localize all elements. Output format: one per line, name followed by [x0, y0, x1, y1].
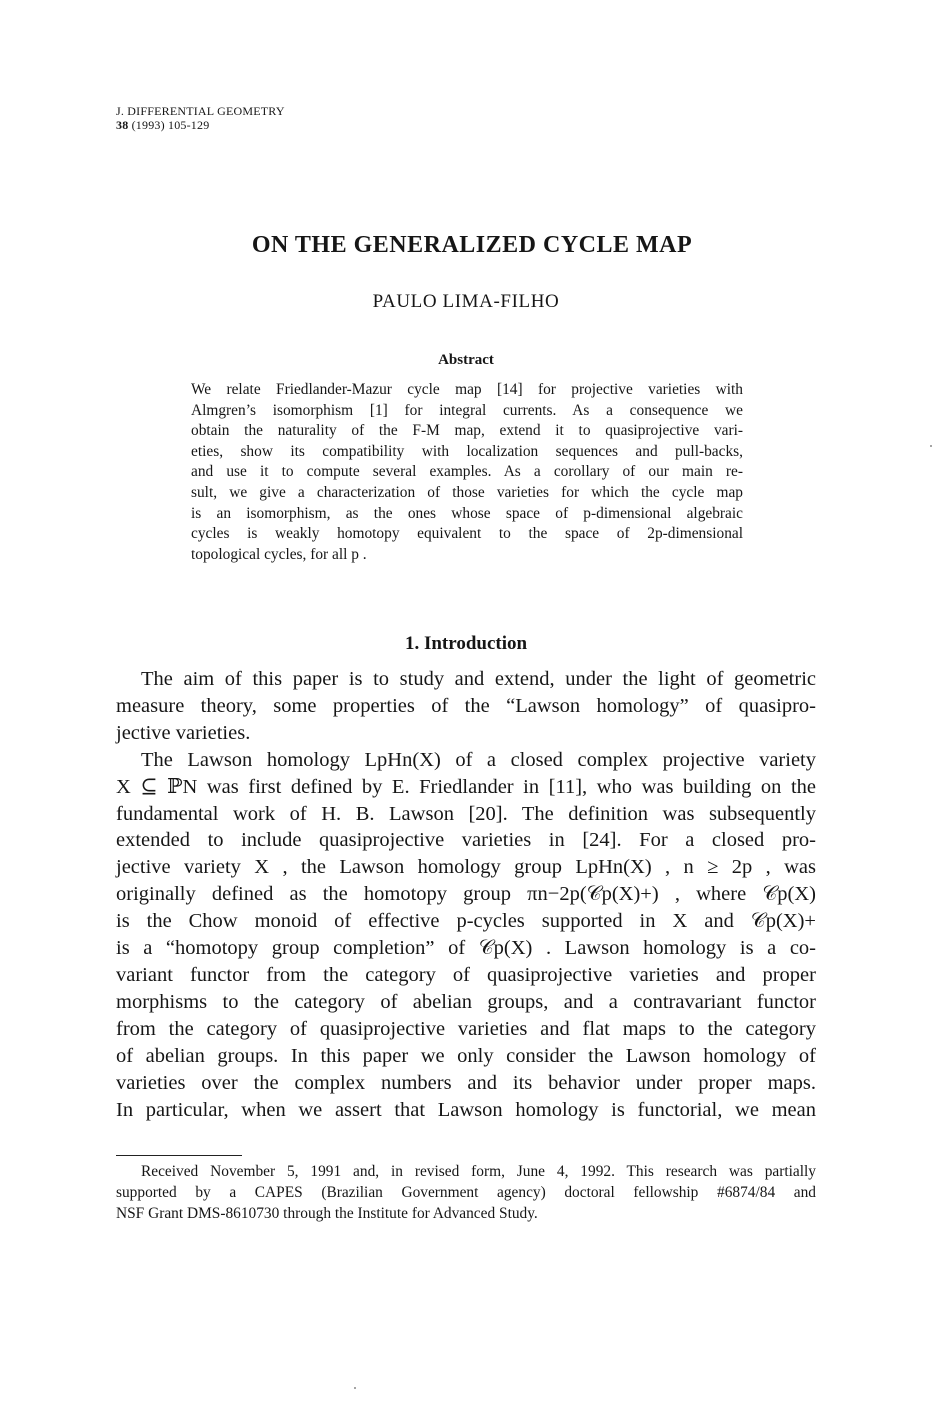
- body-line: The aim of this paper is to study and extend, under the light of geometric: [141, 668, 816, 690]
- body-line: The Lawson homology LpHn(X) of a closed complex projective variety: [141, 748, 816, 771]
- abstract-line: sult, we give a characterization of those varieties for which the cycle map: [191, 483, 743, 501]
- body-line: jective variety X , the Lawson homology group LpHn(X) , n ≥ 2p , was: [116, 856, 816, 879]
- paper-title: ON THE GENERALIZED CYCLE MAP: [251, 232, 693, 258]
- body-line: measure theory, some properties of the “Lawson homology” of quasipro-: [116, 694, 816, 717]
- body-line: originally defined as the homotopy group πn−2p(𝒞p(X)+) , where 𝒞p(X): [116, 883, 816, 906]
- abstract-line: is an isomorphism, as the ones whose space of p-dimensional algebraic: [191, 504, 743, 522]
- abstract-heading: Abstract: [438, 352, 494, 368]
- body-line: from the category of quasiprojective varieties and flat maps to the category: [116, 1017, 816, 1040]
- paper-author: PAULO LIMA-FILHO: [372, 291, 560, 312]
- body-line: In particular, when we assert that Lawson homology is functorial, we mean: [116, 1098, 816, 1121]
- abstract-line: topological cycles, for all p .: [191, 545, 367, 563]
- body-line: is the Chow monoid of effective p-cycles supported in X and 𝒞p(X)+: [116, 910, 816, 933]
- body-line: variant functor from the category of quasiprojective varieties and proper: [116, 963, 816, 986]
- body-line: jective varieties.: [116, 721, 251, 744]
- body-line: extended to include quasiprojective varieties in [24]. For a closed pro-: [116, 829, 816, 852]
- abstract-line: Almgren’s isomorphism [1] for integral currents. As a consequence we: [191, 401, 743, 419]
- journal-volume-line: [116, 118, 285, 132]
- abstract-line: and use it to compute several examples. As a corollary of our main re-: [191, 463, 743, 481]
- journal-year-pages: (1993) 105-129: [131, 118, 210, 132]
- scan-speck: [930, 445, 932, 447]
- abstract-line: We relate Friedlander-Mazur cycle map [14] for projective varieties with: [191, 381, 743, 398]
- journal-name: J. DIFFERENTIAL GEOMETRY: [116, 104, 285, 118]
- footnote-line: NSF Grant DMS-8610730 through the Institute for Advanced Study.: [116, 1204, 538, 1222]
- footnote-line: Received November 5, 1991 and, in revised form, June 4, 1992. This research was partially: [141, 1163, 816, 1180]
- abstract-text: [191, 380, 743, 565]
- journal-header: [116, 104, 285, 132]
- scan-speck: [354, 1387, 356, 1389]
- section-heading: 1. Introduction: [404, 633, 528, 654]
- journal-volume: 38: [116, 118, 129, 132]
- footnote-line: supported by a CAPES (Brazilian Government agency) doctoral fellowship #6874/84 and: [116, 1183, 816, 1201]
- body-line: of abelian groups. In this paper we only consider the Lawson homology of: [116, 1044, 816, 1067]
- body-line: X ⊆ ℙN was first defined by E. Friedlander in [11], who was building on the: [116, 775, 816, 798]
- footnote-rule: [116, 1155, 242, 1156]
- body-line: varieties over the complex numbers and its behavior under proper maps.: [116, 1071, 816, 1094]
- body-line: is a “homotopy group completion” of 𝒞p(X) . Lawson homology is a co-: [116, 937, 816, 960]
- body-line: morphisms to the category of abelian groups, and a contravariant functor: [116, 990, 816, 1013]
- abstract-line: cycles is weakly homotopy equivalent to the space of 2p-dimensional: [191, 525, 743, 543]
- abstract-line: eties, show its compatibility with localization sequences and pull-backs,: [191, 442, 743, 460]
- section-body: [116, 666, 816, 1123]
- abstract-line: obtain the naturality of the F-M map, extend it to quasiprojective vari-: [191, 422, 743, 440]
- body-line: fundamental work of H. B. Lawson [20]. The definition was subsequently: [116, 802, 816, 825]
- footnote: [116, 1162, 816, 1224]
